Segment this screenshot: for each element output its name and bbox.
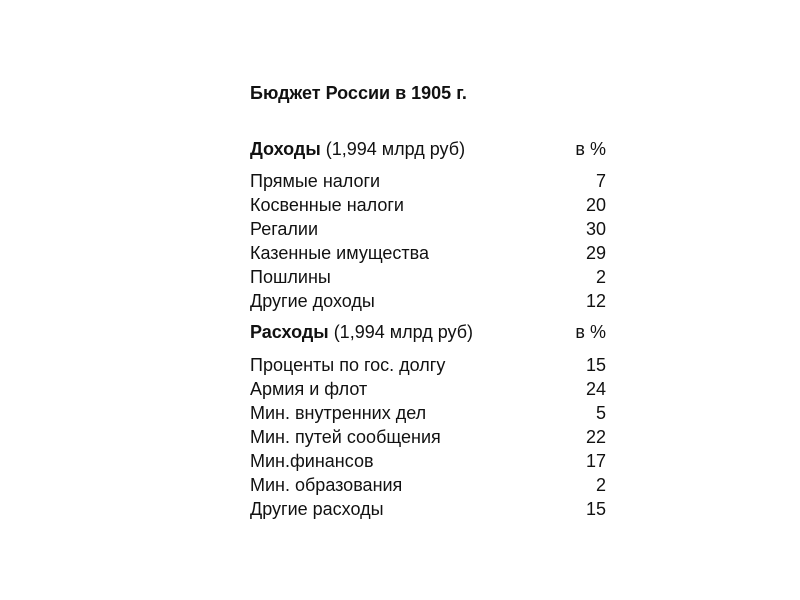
expense-row-value: 2 xyxy=(595,475,606,495)
expenses-header-label xyxy=(250,320,473,344)
income-row-value: 12 xyxy=(585,291,606,311)
income-row xyxy=(250,241,606,265)
expense-row-value: 15 xyxy=(585,355,606,375)
expense-row-name: Мин. путей сообщения xyxy=(250,427,441,447)
expense-row-value: 22 xyxy=(585,427,606,447)
expense-row-name: Другие расходы xyxy=(250,499,384,519)
expense-row xyxy=(250,473,606,497)
expense-row xyxy=(250,401,606,425)
expense-row-name: Армия и флот xyxy=(250,379,368,399)
income-unit: в % xyxy=(575,139,606,159)
income-row-name: Регалии xyxy=(250,219,319,239)
expense-row-value: 5 xyxy=(595,403,606,423)
income-row-name: Пошлины xyxy=(250,267,331,287)
expense-row xyxy=(250,497,606,521)
expense-row xyxy=(250,425,606,449)
expense-row xyxy=(250,353,606,377)
page-title: Бюджет России в 1905 г. xyxy=(250,83,467,103)
expense-row xyxy=(250,449,606,473)
income-row-name: Косвенные налоги xyxy=(250,195,404,215)
expenses-amount: (1,994 млрд руб) xyxy=(333,322,474,342)
income-row xyxy=(250,217,606,241)
expenses-label: Расходы xyxy=(250,322,329,342)
income-row xyxy=(250,169,606,193)
income-header-label xyxy=(250,137,465,161)
expense-row xyxy=(250,377,606,401)
expense-row-value: 17 xyxy=(585,451,606,471)
expense-row-value: 15 xyxy=(585,499,606,519)
expenses-list xyxy=(250,353,606,521)
income-list xyxy=(250,169,606,313)
income-row xyxy=(250,289,606,313)
expense-row-name: Проценты по гос. долгу xyxy=(250,355,446,375)
income-row xyxy=(250,193,606,217)
income-row-value: 29 xyxy=(585,243,606,263)
income-row-value: 30 xyxy=(585,219,606,239)
income-row-value: 7 xyxy=(595,171,606,191)
income-row-name: Прямые налоги xyxy=(250,171,381,191)
expenses-unit: в % xyxy=(575,322,606,342)
expense-row-name: Мин. образования xyxy=(250,475,403,495)
income-label: Доходы xyxy=(250,139,321,159)
income-section-header xyxy=(250,137,606,161)
income-amount: (1,994 млрд руб) xyxy=(325,139,466,159)
expense-row-value: 24 xyxy=(585,379,606,399)
income-row-name: Казенные имущества xyxy=(250,243,430,263)
expense-row-name: Мин.финансов xyxy=(250,451,374,471)
income-row-name: Другие доходы xyxy=(250,291,375,311)
income-row-value: 2 xyxy=(595,267,606,287)
income-row xyxy=(250,265,606,289)
expense-row-name: Мин. внутренних дел xyxy=(250,403,427,423)
expenses-section-header xyxy=(250,320,606,344)
income-row-value: 20 xyxy=(585,195,606,215)
